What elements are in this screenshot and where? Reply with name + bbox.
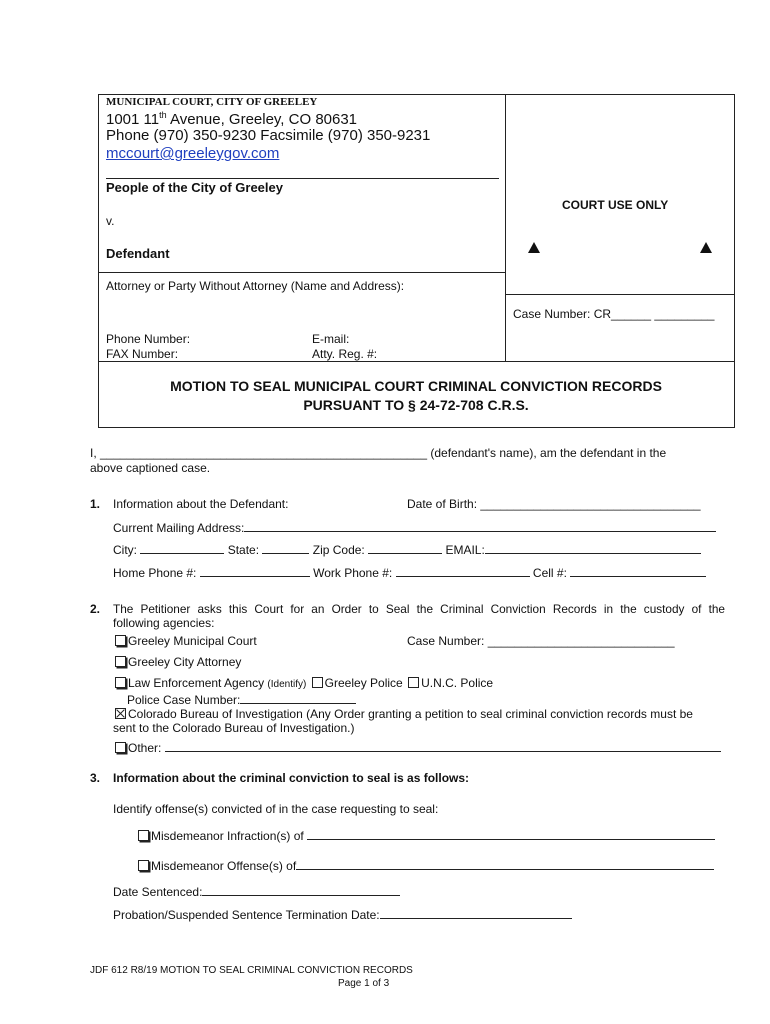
unc-police-checkbox[interactable] [408,677,419,688]
probation-input[interactable] [380,906,572,919]
section1-heading: Information about the Defendant: [113,497,289,511]
other-checkbox[interactable] [115,742,126,753]
motion-title-line2: PURSUANT TO § 24-72-708 C.R.S. [303,397,529,413]
atty-reg-label: Atty. Reg. #: [312,347,378,361]
police-case-number-row [127,691,356,707]
cell-input[interactable] [570,564,706,577]
attorney-label: Attorney or Party Without Attorney (Name and Address): [106,279,405,293]
triangle-right-icon [700,242,712,253]
date-sentenced-input[interactable] [202,883,400,896]
cbi-label-line1: Colorado Bureau of Investigation (Any Order granting a petition to seal criminal conviction records must be [128,707,693,721]
city-label: City: [113,543,137,557]
law-enforcement-checkbox[interactable] [115,677,126,688]
greeley-court-label: Greeley Municipal Court [128,634,257,648]
other-input[interactable] [165,739,721,752]
city-input[interactable] [140,541,224,554]
cbi-option[interactable] [115,707,693,721]
greeley-police-label: Greeley Police [324,676,403,690]
cell-label: Cell #: [532,566,567,580]
cbi-label-line2: sent to the Colorado Bureau of Investigation.) [113,721,355,735]
mailing-address-label: Current Mailing Address: [113,521,245,535]
city-attorney-checkbox[interactable] [115,656,126,667]
date-sentenced-row [113,883,400,899]
intro-line2: above captioned case. [90,461,211,475]
court-phone-fax: Phone (970) 350-9230 Facsimile (970) 350-9231 [106,127,431,144]
probation-label: Probation/Suspended Sentence Termination Date: [113,908,380,922]
city-attorney-label: Greeley City Attorney [128,655,242,669]
address-post: Avenue, Greeley, CO 80631 [166,111,358,128]
defendant-label: Defendant [106,246,170,261]
law-enforcement-option[interactable] [115,676,493,690]
home-phone-label: Home Phone #: [113,566,197,580]
probation-row [113,906,572,922]
plaintiff-rule [106,178,499,179]
plaintiff: People of the City of Greeley [106,180,283,195]
greeley-court-checkbox[interactable] [115,635,126,646]
case-number-field[interactable]: Case Number: CR______ _________ [513,307,715,321]
phone-row [113,564,706,580]
infraction-checkbox[interactable] [138,830,149,841]
greeley-court-option[interactable] [115,634,257,648]
attorney-rule [98,272,506,273]
home-phone-input[interactable] [200,564,310,577]
offense-option[interactable] [138,857,714,873]
offense-checkbox[interactable] [138,860,149,871]
infraction-label: Misdemeanor Infraction(s) of [151,829,304,843]
section3-number: 3. [90,771,101,785]
identify-offenses-text: Identify offense(s) convicted of in the case requesting to seal: [113,802,439,816]
intro-line1[interactable]: I, _________________________________________________ (defendant's name), am the defendant in the [90,446,667,460]
section2-text-line1: The Petitioner asks this Court for an Order to Seal the Criminal Conviction Records in the custody of the [113,602,725,616]
city-row [113,541,701,557]
infraction-option[interactable] [138,827,715,843]
section2-number: 2. [90,602,101,616]
law-enforcement-label: Law Enforcement Agency [128,676,265,690]
court-address [106,110,357,128]
state-input[interactable] [262,541,309,554]
zip-label: Zip Code: [312,543,365,557]
motion-title-line1: MOTION TO SEAL MUNICIPAL COURT CRIMINAL CONVICTION RECORDS [170,378,662,394]
state-label: State: [227,543,260,557]
offense-label: Misdemeanor Offense(s) of [151,859,297,873]
cbi-checkbox-checked[interactable] [115,708,126,719]
caption-divider-vertical [505,94,506,361]
work-phone-input[interactable] [396,564,530,577]
work-phone-label: Work Phone #: [313,566,393,580]
offense-input[interactable] [296,857,714,870]
email-label: E-mail: [312,332,350,346]
triangle-left-icon [528,242,540,253]
fax-number-label: FAX Number: [106,347,179,361]
zip-input[interactable] [368,541,442,554]
court-use-only: COURT USE ONLY [562,198,669,212]
phone-number-label: Phone Number: [106,332,191,346]
court-email-link[interactable]: mccourt@greeleygov.com [106,145,280,162]
mailing-address-input[interactable] [244,519,716,532]
caption-divider-horizontal [98,361,734,362]
court-name: MUNICIPAL COURT, CITY OF GREELEY [106,96,318,108]
section3-heading: Information about the criminal conviction to seal is as follows: [113,771,470,785]
dob-field[interactable]: Date of Birth: _________________________________ [407,497,701,511]
email-input[interactable] [485,541,701,554]
section2-text-line2: following agencies: [113,616,215,630]
footer-page-number: Page 1 of 3 [338,978,390,989]
police-case-number-label: Police Case Number: [127,693,241,707]
email-field-label: EMAIL: [445,543,485,557]
agency-case-number-field[interactable]: Case Number: ____________________________ [407,634,675,648]
address-sup: th [159,110,167,120]
address-pre: 1001 11 [106,111,160,128]
mailing-address-row [113,519,716,535]
versus: v. [106,214,115,228]
other-label: Other: [128,741,162,755]
city-attorney-option[interactable] [115,655,241,669]
case-rule [505,294,734,295]
police-case-number-input[interactable] [240,691,356,704]
date-sentenced-label: Date Sentenced: [113,885,203,899]
identify-note: (Identify) [267,679,307,690]
section1-number: 1. [90,497,101,511]
unc-police-label: U.N.C. Police [421,676,494,690]
greeley-police-checkbox[interactable] [312,677,323,688]
infraction-input[interactable] [307,827,715,840]
other-option[interactable] [115,739,721,755]
footer-form-id: JDF 612 R8/19 MOTION TO SEAL CRIMINAL CONVICTION RECORDS [90,965,413,976]
